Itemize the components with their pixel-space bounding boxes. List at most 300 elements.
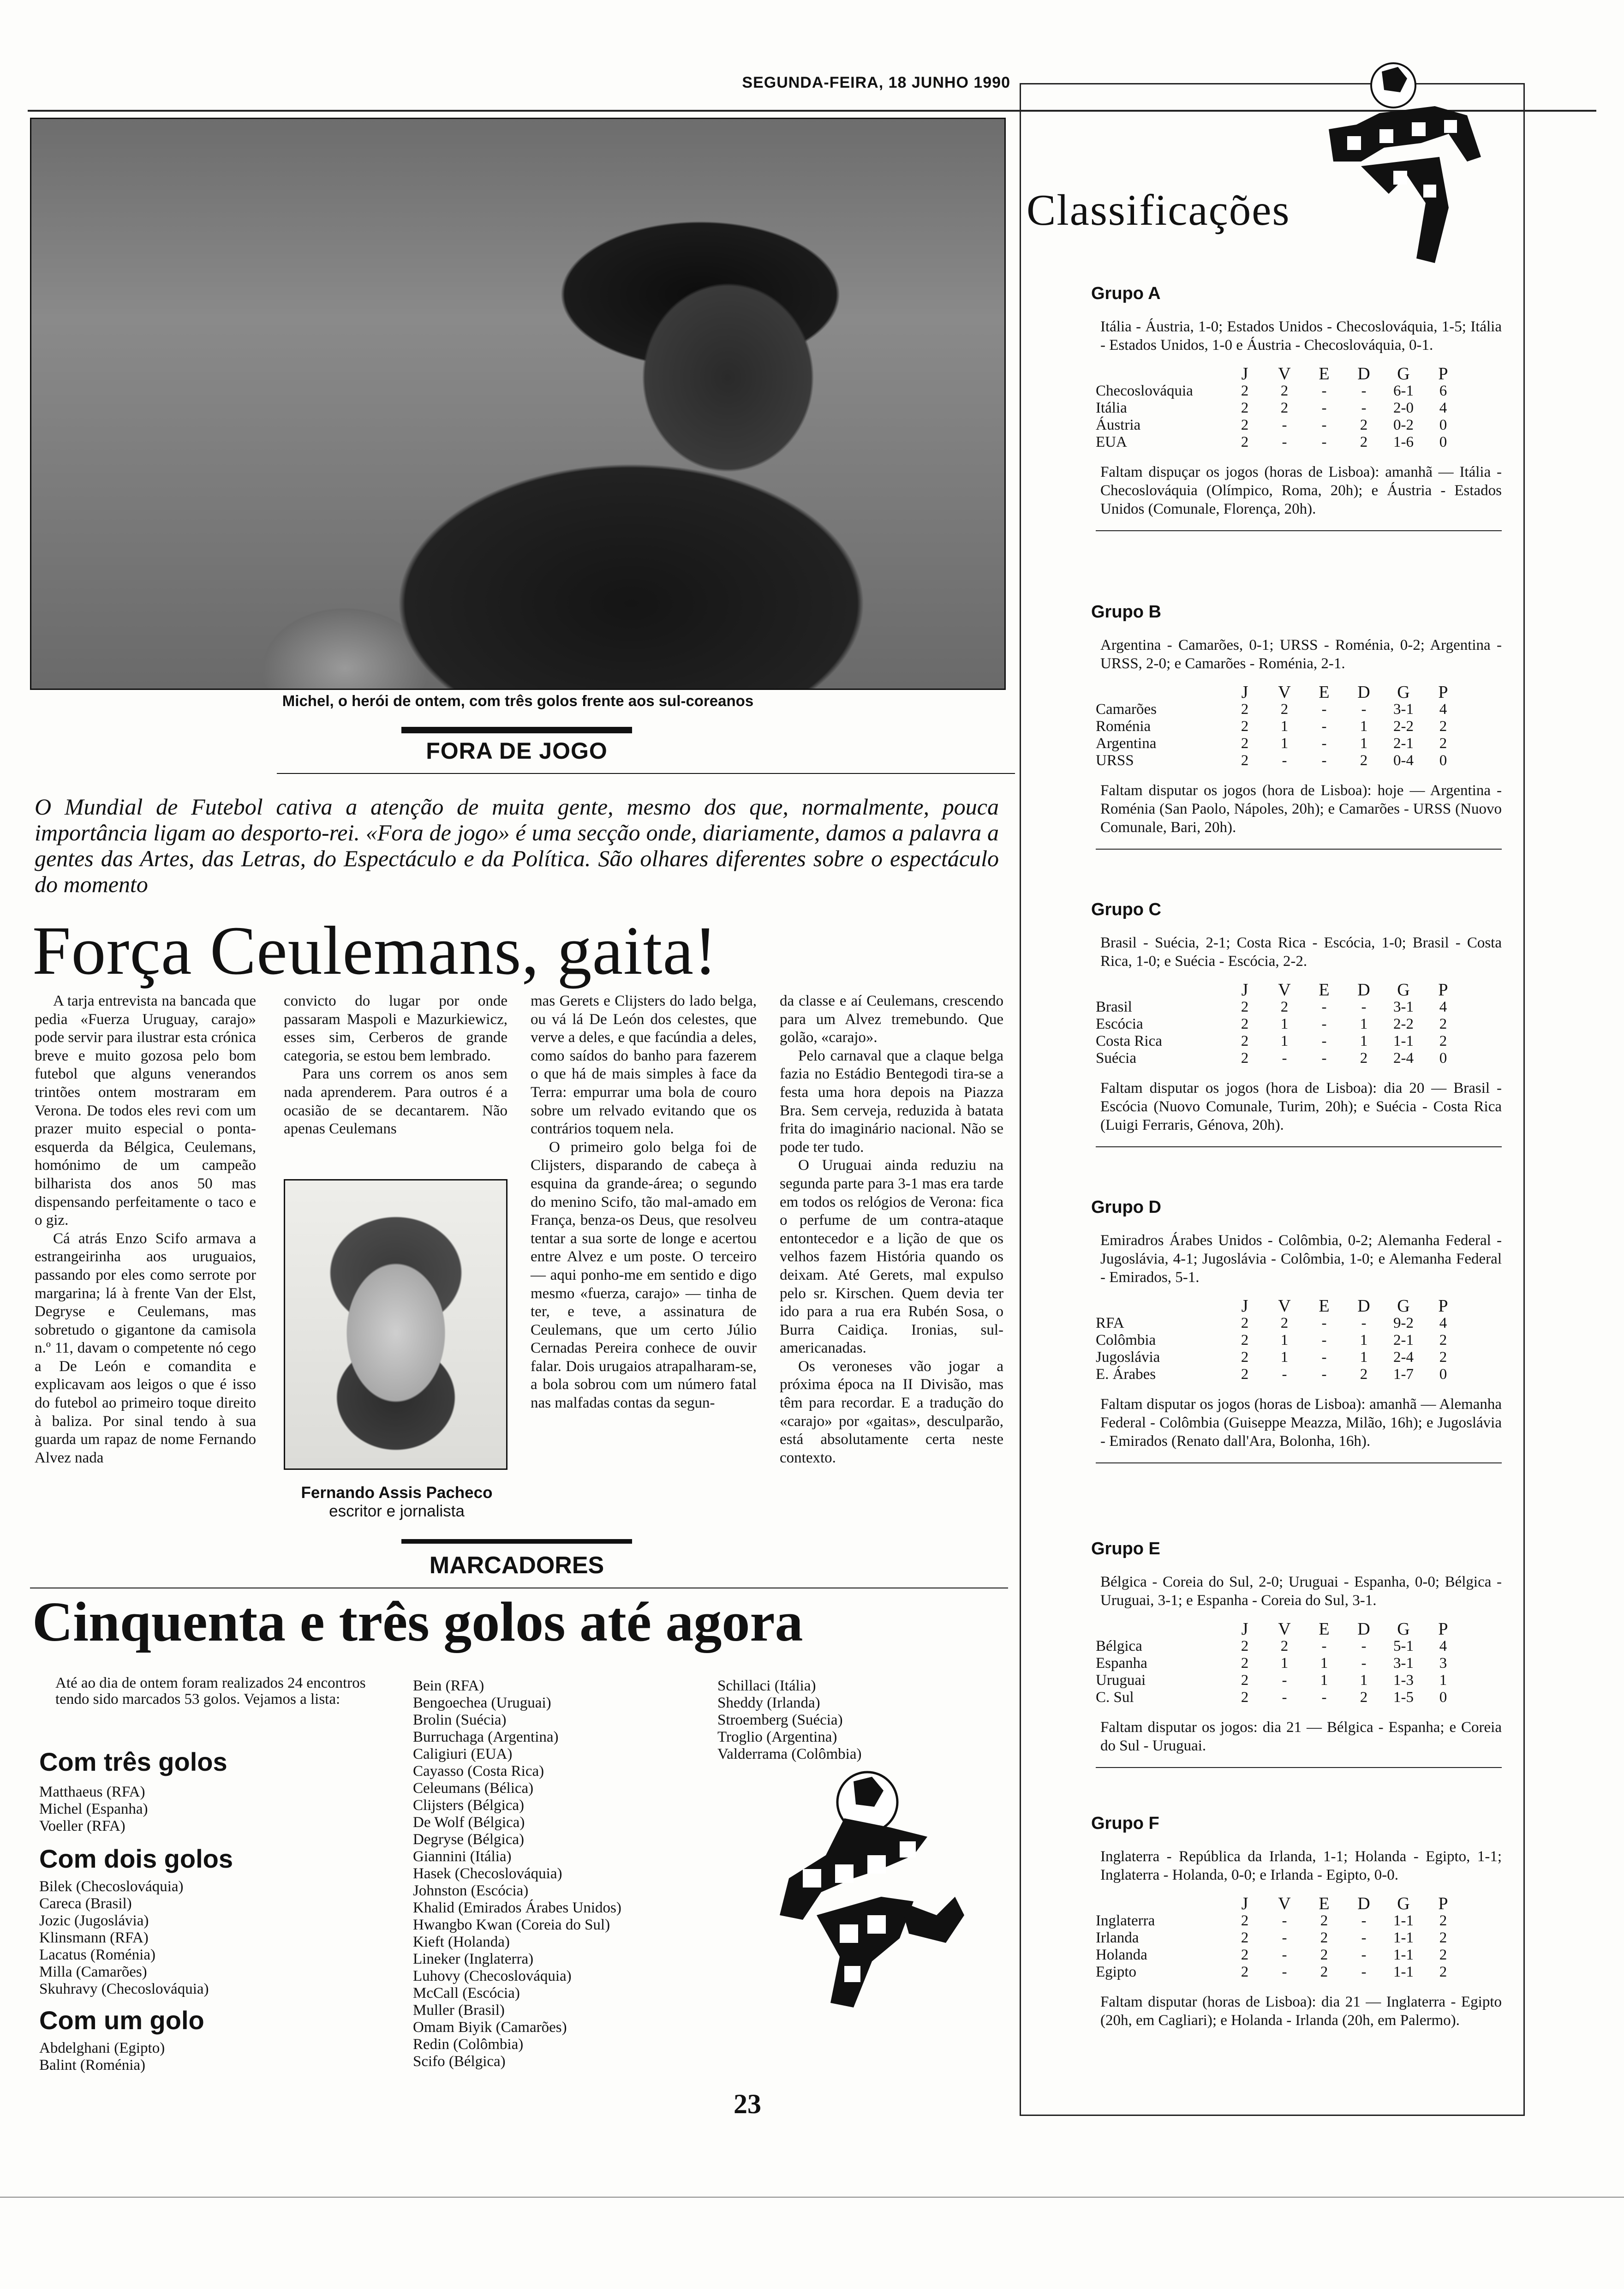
page-number: 23 (734, 2089, 761, 2119)
stat-cell: - (1282, 1366, 1287, 1383)
three-goals-list (39, 1784, 148, 1835)
stat-cell: 4 (1439, 1638, 1447, 1654)
stat-cell: 0 (1439, 1050, 1447, 1067)
stat-cell: 1 (1280, 1655, 1289, 1672)
one-goal-title: Com um golo (39, 2006, 204, 2035)
scorer-item: Schillaci (Itália) (717, 1678, 816, 1694)
scorer-item: Brolin (Suécia) (413, 1712, 507, 1728)
stat-cell: - (1282, 1912, 1287, 1929)
stat-cell: 1 (1360, 1016, 1368, 1032)
two-goals-title: Com dois golos (39, 1844, 233, 1873)
stat-cell: 0 (1439, 1366, 1447, 1383)
column-header: V (1278, 1296, 1291, 1316)
column-header: E (1319, 1619, 1330, 1639)
scorer-item: Abdelghani (Egipto) (39, 2040, 165, 2056)
group-title: Grupo B (1091, 602, 1161, 622)
standings-table (1096, 366, 1463, 451)
stat-cell: 2 (1241, 701, 1249, 718)
stat-cell: 2 (1439, 1033, 1447, 1049)
stat-cell: 6 (1439, 383, 1447, 399)
stat-cell: 4 (1439, 1315, 1447, 1331)
stat-cell: 2 (1439, 735, 1447, 752)
stat-cell: 0 (1439, 434, 1447, 450)
section-intro: O Mundial de Futebol cativa a atenção de muita gente, mesmo dos que, normalmente, pouca importância ligam ao desporto-rei. «Fora de jogo» é uma secção onde, diariamente, damos a palavra a gentes das Artes, das Letras, do Espectáculo e da Política. São olhares diferentes sobre o espectáculo do momento (35, 794, 999, 897)
article-column-1 (35, 992, 256, 1467)
scorer-item: Burruchaga (Argentina) (413, 1729, 559, 1745)
stat-cell: - (1282, 1964, 1287, 1980)
group-divider (1096, 1462, 1502, 1463)
stat-cell: - (1321, 1315, 1327, 1331)
stat-cell: - (1321, 735, 1327, 752)
table-row (1096, 735, 1463, 752)
table-row (1096, 701, 1463, 718)
group-title: Grupo E (1091, 1539, 1160, 1558)
standings-table (1096, 1621, 1463, 1706)
one-goal-list-b (413, 1678, 621, 2070)
main-photo (30, 118, 1006, 690)
scorer-item: Careca (Brasil) (39, 1895, 132, 1912)
stat-cell: 2 (1241, 752, 1249, 769)
scorer-item: Bein (RFA) (413, 1678, 484, 1694)
scorer-item: Scifo (Bélgica) (413, 2053, 506, 2070)
stat-cell: - (1361, 1929, 1367, 1946)
standings-table (1096, 1298, 1463, 1383)
stat-cell: - (1282, 1672, 1287, 1689)
standings-title: Classificações (1027, 186, 1290, 234)
column-header: P (1438, 1296, 1448, 1316)
stat-cell: 4 (1439, 400, 1447, 416)
scorer-item: Caligiuri (EUA) (413, 1746, 513, 1762)
stat-cell: 1-1 (1393, 1912, 1414, 1929)
stat-cell: 2 (1320, 1912, 1328, 1929)
stat-cell: - (1282, 752, 1287, 769)
scorer-item: Khalid (Emirados Árabes Unidos) (413, 1900, 621, 1916)
scorer-item: Johnston (Escócia) (413, 1882, 529, 1899)
three-goals-title: Com três golos (39, 1747, 227, 1776)
table-row (1096, 1638, 1463, 1655)
article-paragraph: convicto do lugar por onde passaram Maspoli e Mazurkiewicz, esses sim, Cerberos de grande categoria, se estou bem lembrado. (284, 993, 508, 1064)
group-pending-games: Faltam disputar (horas de Lisboa): dia 21 — Inglaterra - Egipto (20h, em Cagliari); e Holanda - Irlanda (20h, em Palermo). (1100, 1994, 1502, 2029)
stat-cell: 2 (1439, 1349, 1447, 1366)
stat-cell: 2 (1241, 400, 1249, 416)
table-row (1096, 1655, 1463, 1672)
group-divider (1096, 1146, 1502, 1147)
column-header: D (1357, 683, 1370, 702)
standings-table (1096, 1895, 1463, 1981)
stat-cell: 2 (1241, 383, 1249, 399)
stat-cell: - (1321, 1016, 1327, 1032)
group-pending-games: Faltam disputar os jogos (hora de Lisboa): dia 20 — Brasil - Escócia (Nuovo Comunale, Turim, 20h); e Suécia - Costa Rica (Luigi Ferraris, Génova, 20h). (1100, 1080, 1502, 1133)
stat-cell: 2 (1241, 434, 1249, 450)
stat-cell: 0-2 (1393, 417, 1414, 433)
group-f (1027, 1814, 1520, 2030)
stat-cell: - (1321, 1689, 1327, 1706)
stat-cell: 2 (1241, 1349, 1249, 1366)
author-name: Fernando Assis Pacheco (301, 1484, 493, 1502)
group-pending-games: Faltam dispuçar os jogos (horas de Lisboa): amanhã — Itália - Checoslováquia (Olímpico, Roma, 20h); e Áustria - Estados Unidos (Comunale, Florença, 20h). (1100, 464, 1502, 517)
team-name: Costa Rica (1096, 1033, 1162, 1049)
scorer-item: Redin (Colômbia) (413, 2036, 524, 2053)
table-row (1096, 1349, 1463, 1366)
stat-cell: - (1321, 752, 1327, 769)
table-row (1096, 1315, 1463, 1332)
article-paragraph: da classe e aí Ceulemans, crescendo para um Alvez tremebundo. Que golão, «carajo». (780, 993, 1003, 1046)
table-row (1096, 718, 1463, 735)
scorer-item: Bilek (Checoslováquia) (39, 1878, 184, 1895)
column-header: D (1357, 980, 1370, 1000)
stat-cell: 4 (1439, 701, 1447, 718)
stat-cell: 1-5 (1393, 1689, 1414, 1706)
dateline: SEGUNDA-FEIRA, 18 JUNHO 1990 (742, 74, 1010, 91)
team-name: Espanha (1096, 1655, 1147, 1672)
stat-cell: 1-1 (1393, 1033, 1414, 1049)
table-row (1096, 1016, 1463, 1033)
article-paragraph: O Uruguai ainda reduziu na segunda parte para 3-1 mas era tarde em todos os relógios de Verona: fica o perfume de um contra-ataque entontecedor e a lição de que os velhos fazem História quando os deixam. Até Gerets, mal expulso pelo sr. Kirschen. Quem devia ter ido para a rua era Rubén Sosa, o Burra Caidiça. Ironias, sul-americanadas. (780, 1157, 1003, 1357)
scorer-item: Balint (Roménia) (39, 2057, 146, 2073)
scorer-item: Lacatus (Roménia) (39, 1947, 155, 1963)
stat-cell: 2 (1439, 1929, 1447, 1946)
group-c (1027, 900, 1520, 1147)
column-header: J (1241, 364, 1248, 383)
team-name: Colômbia (1096, 1332, 1156, 1348)
marcadores-headline: Cinquenta e três golos até agora (32, 1591, 803, 1653)
stat-cell: 1 (1360, 1332, 1368, 1348)
stat-cell: 2 (1439, 1947, 1447, 1963)
scorer-item: Hwangbo Kwan (Coreia do Sul) (413, 1917, 610, 1933)
stat-cell: 3-1 (1393, 1655, 1414, 1672)
stat-cell: 2 (1241, 1929, 1249, 1946)
stat-cell: - (1361, 999, 1367, 1015)
stat-cell: 2 (1241, 718, 1249, 735)
column-header: J (1241, 683, 1248, 702)
stat-cell: 2 (1241, 1315, 1249, 1331)
group-title: Grupo F (1091, 1814, 1159, 1833)
team-name: Bélgica (1096, 1638, 1142, 1654)
team-name: Camarões (1096, 701, 1157, 718)
column-header: J (1241, 1619, 1248, 1639)
stat-cell: - (1321, 1332, 1327, 1348)
stat-cell: 1 (1360, 1672, 1368, 1689)
stat-cell: - (1361, 1315, 1367, 1331)
article-paragraph: Os veroneses vão jogar a próxima época na II Divisão, mas têm para recordar. E a tradução do «carajo» por «gaitas», desculparão, está absolutamente certa neste contexto. (780, 1358, 1003, 1466)
stat-cell: - (1361, 383, 1367, 399)
group-divider (1096, 849, 1502, 850)
stat-cell: 2 (1360, 434, 1368, 450)
stat-cell: 1 (1280, 1349, 1289, 1366)
stat-cell: 2 (1439, 1912, 1447, 1929)
scorer-item: Sheddy (Irlanda) (717, 1695, 820, 1711)
article-paragraph: A tarja entrevista na bancada que pedia «Fuerza Uruguay, carajo» pode servir para ilustrar esta crónica breve e muito gozosa pelo bom futebol que alguns venerandos trintões ontem mostraram em Verona. De todos eles revi com um prazer muito especial o ponta-esquerda da Bélgica, Ceulemans, homónimo de um campeão bilharista dos anos 50 mas dispensando perfeitamente o taco e o giz. (35, 993, 256, 1229)
stat-cell: 1-1 (1393, 1964, 1414, 1980)
group-pending-games: Faltam disputar os jogos: dia 21 — Bélgica - Espanha; e Coreia do Sul - Uruguai. (1100, 1719, 1502, 1754)
table-row (1096, 1672, 1463, 1689)
table-row (1096, 1050, 1463, 1067)
stat-cell: 5-1 (1393, 1638, 1414, 1654)
group-divider (1096, 530, 1502, 531)
photo-caption: Michel, o herói de ontem, com três golos frente aos sul-coreanos (282, 692, 754, 709)
stat-cell: - (1361, 1912, 1367, 1929)
scorer-item: Klinsmann (RFA) (39, 1929, 149, 1946)
stat-cell: 1 (1320, 1655, 1328, 1672)
stat-cell: - (1282, 1929, 1287, 1946)
table-row (1096, 383, 1463, 400)
stat-cell: 2 (1320, 1964, 1328, 1980)
author-role: escritor e jornalista (329, 1502, 465, 1520)
stat-cell: 2 (1360, 752, 1368, 769)
stat-cell: 3-1 (1393, 701, 1414, 718)
stat-cell: - (1361, 1655, 1367, 1672)
scorer-item: Degryse (Bélgica) (413, 1831, 524, 1848)
scorer-item: Omam Biyik (Camarões) (413, 2019, 567, 2036)
table-row (1096, 400, 1463, 417)
stat-cell: 1 (1280, 1033, 1289, 1049)
stat-cell: 2 (1280, 1638, 1289, 1654)
scorer-item: Troglio (Argentina) (717, 1729, 837, 1745)
stat-cell: - (1361, 1964, 1367, 1980)
column-header: G (1397, 1894, 1410, 1913)
table-row (1096, 1912, 1463, 1929)
team-name: Uruguai (1096, 1672, 1146, 1689)
article-headline: Força Ceulemans, gaita! (32, 912, 717, 989)
stat-cell: 4 (1439, 999, 1447, 1015)
stat-cell: 2 (1280, 400, 1289, 416)
stat-cell: 2 (1360, 1050, 1368, 1067)
team-name: URSS (1096, 752, 1134, 769)
group-results: Argentina - Camarões, 0-1; URSS - Roménia, 0-2; Argentina - URSS, 2-0; e Camarões - Roménia, 2-1. (1100, 637, 1502, 672)
stat-cell: 2 (1241, 1689, 1249, 1706)
stat-cell: 2 (1280, 383, 1289, 399)
column-header: P (1438, 980, 1448, 1000)
group-title: Grupo C (1091, 900, 1161, 919)
two-goals-list (39, 1878, 209, 1998)
one-goal-list-c (717, 1678, 861, 1763)
stat-cell: - (1361, 400, 1367, 416)
group-pending-games: Faltam disputar os jogos (hora de Lisboa): hoje — Argentina - Roménia (San Paolo, Nápoles, 20h); e Camarões - URSS (Nuovo Comunale, Bari, 20h). (1100, 782, 1502, 836)
stat-cell: 2-1 (1393, 735, 1414, 752)
bottom-rule (0, 2197, 1624, 2198)
article-column-3 (531, 992, 757, 1413)
column-header: P (1438, 1894, 1448, 1913)
column-header: J (1241, 980, 1248, 1000)
column-header: G (1397, 1296, 1410, 1316)
stat-cell: 1 (1280, 735, 1289, 752)
scorer-item: Jozic (Jugoslávia) (39, 1912, 149, 1929)
column-header: V (1278, 683, 1291, 702)
team-name: Argentina (1096, 735, 1157, 752)
stat-cell: - (1321, 417, 1327, 433)
stat-cell: 2 (1439, 1964, 1447, 1980)
scorer-item: Luhovy (Checoslováquia) (413, 1968, 572, 1984)
stat-cell: - (1361, 1947, 1367, 1963)
stat-cell: - (1361, 701, 1367, 718)
scorer-item: Matthaeus (RFA) (39, 1784, 145, 1800)
table-row (1096, 999, 1463, 1016)
team-name: Inglaterra (1096, 1912, 1155, 1929)
stat-cell: 2 (1280, 701, 1289, 718)
column-header: V (1278, 1894, 1291, 1913)
one-goal-list-a (39, 2040, 165, 2074)
article-column-2 (284, 992, 508, 1139)
author-caption (277, 1484, 517, 1521)
team-name: Áustria (1096, 417, 1141, 433)
team-name: RFA (1096, 1315, 1124, 1331)
marcadores-bar (401, 1539, 632, 1544)
group-a (1027, 284, 1520, 531)
stat-cell: 1 (1280, 1332, 1289, 1348)
scorer-item: Hasek (Checoslováquia) (413, 1865, 562, 1882)
stat-cell: 2 (1439, 1332, 1447, 1348)
stat-cell: - (1321, 1366, 1327, 1383)
team-name: E. Árabes (1096, 1366, 1156, 1383)
column-header: J (1241, 1894, 1248, 1913)
scorer-item: Milla (Camarões) (39, 1964, 147, 1980)
stat-cell: 1-1 (1393, 1947, 1414, 1963)
column-header: G (1397, 683, 1410, 702)
table-row (1096, 417, 1463, 434)
scorer-item: Kieft (Holanda) (413, 1934, 510, 1950)
column-header: D (1357, 1296, 1370, 1316)
column-header: G (1397, 364, 1410, 383)
team-name: Egipto (1096, 1964, 1136, 1980)
column-header: V (1278, 1619, 1291, 1639)
stat-cell: 2 (1241, 1912, 1249, 1929)
team-name: EUA (1096, 434, 1127, 450)
stat-cell: 2 (1241, 1947, 1249, 1963)
stat-cell: 2 (1241, 1016, 1249, 1032)
stat-cell: 2 (1241, 999, 1249, 1015)
stat-cell: - (1321, 1050, 1327, 1067)
scorer-item: McCall (Escócia) (413, 1985, 520, 2001)
stat-cell: 1-6 (1393, 434, 1414, 450)
stat-cell: 2 (1241, 1332, 1249, 1348)
stat-cell: 1 (1360, 718, 1368, 735)
author-portrait (284, 1179, 508, 1470)
stat-cell: 2 (1241, 735, 1249, 752)
stat-cell: - (1321, 701, 1327, 718)
stat-cell: 9-2 (1393, 1315, 1414, 1331)
column-header: D (1357, 1619, 1370, 1639)
scorer-item: Bengoechea (Uruguai) (413, 1695, 551, 1711)
stat-cell: 2-0 (1393, 400, 1414, 416)
mascot-illustration (761, 1763, 992, 2049)
stat-cell: - (1282, 1050, 1287, 1067)
column-header: E (1319, 364, 1330, 383)
scorer-item: Michel (Espanha) (39, 1801, 148, 1817)
stat-cell: - (1282, 1689, 1287, 1706)
stat-cell: - (1282, 417, 1287, 433)
section-title: FORA DE JOGO (426, 738, 608, 764)
column-header: P (1438, 683, 1448, 702)
group-divider (1096, 1767, 1502, 1768)
column-header: G (1397, 1619, 1410, 1639)
marcadores-intro: Até ao dia de ontem foram realizados 24 encontros tendo sido marcados 53 golos. Vejamos a lista: (55, 1675, 366, 1708)
stat-cell: - (1321, 1349, 1327, 1366)
column-header: E (1319, 1296, 1330, 1316)
stat-cell: 1 (1320, 1672, 1328, 1689)
team-name: Irlanda (1096, 1929, 1139, 1946)
table-row (1096, 434, 1463, 451)
group-title: Grupo A (1091, 284, 1161, 303)
stat-cell: 0 (1439, 417, 1447, 433)
scorer-item: Valderrama (Colômbia) (717, 1746, 862, 1762)
stat-cell: 2 (1241, 1638, 1249, 1654)
standings-table (1096, 982, 1463, 1067)
stat-cell: 1 (1360, 1033, 1368, 1049)
table-row (1096, 752, 1463, 769)
stat-cell: 2 (1241, 1672, 1249, 1689)
column-header: P (1438, 1619, 1448, 1639)
stat-cell: 3 (1439, 1655, 1447, 1672)
stat-cell: 2 (1241, 1655, 1249, 1672)
scorer-item: Cayasso (Costa Rica) (413, 1763, 544, 1780)
stat-cell: - (1282, 434, 1287, 450)
stat-cell: 2-2 (1393, 1016, 1414, 1032)
group-results: Bélgica - Coreia do Sul, 2-0; Uruguai - Espanha, 0-0; Bélgica - Uruguai, 3-1; e Espanha - Coreia do Sul, 3-1. (1100, 1574, 1502, 1609)
table-row (1096, 1366, 1463, 1383)
scorer-item: De Wolf (Bélgica) (413, 1814, 525, 1831)
marcadores-title: MARCADORES (429, 1552, 604, 1579)
stat-cell: 2 (1241, 1050, 1249, 1067)
team-name: Checoslováquia (1096, 383, 1193, 399)
section-bar (401, 727, 632, 733)
table-row (1096, 1947, 1463, 1964)
article-paragraph: Para uns correm os anos sem nada aprenderem. Para outros é a ocasião de se decantarem. Não apenas Ceulemans (284, 1066, 508, 1138)
team-name: Suécia (1096, 1050, 1136, 1067)
group-title: Grupo D (1091, 1198, 1161, 1217)
stat-cell: - (1282, 1947, 1287, 1963)
column-header: G (1397, 980, 1410, 1000)
stat-cell: 2 (1241, 1366, 1249, 1383)
team-name: Brasil (1096, 999, 1132, 1015)
team-name: Roménia (1096, 718, 1151, 735)
column-header: E (1319, 683, 1330, 702)
column-header: E (1319, 1894, 1330, 1913)
stat-cell: 2 (1241, 417, 1249, 433)
group-results: Emiradros Árabes Unidos - Colômbia, 0-2; Alemanha Federal - Jugoslávia, 4-1; Jugoslávia - Colômbia, 1-0; e Alemanha Federal - Emirados, 5-1. (1100, 1232, 1502, 1286)
stat-cell: 1-3 (1393, 1672, 1414, 1689)
stat-cell: 2 (1360, 1689, 1368, 1706)
article-column-4 (780, 992, 1003, 1467)
stat-cell: 2 (1320, 1947, 1328, 1963)
article-paragraph: Pelo carnaval que a claque belga fazia no Estádio Bentegodi tira-se a festa uma hora depois na Piazza Bra. Sem cerveja, reduzida à batata frita do imaginário nacional. Não se pode ter tudo. (780, 1047, 1003, 1156)
table-row (1096, 1332, 1463, 1349)
group-results: Inglaterra - República da Irlanda, 1-1; Holanda - Egipto, 1-1; Inglaterra - Holanda, 0-0; e Irlanda - Egipto, 0-0. (1100, 1848, 1502, 1883)
group-pending-games: Faltam disputar os jogos (horas de Lisboa): amanhã — Alemanha Federal - Colômbia (Guiseppe Meazza, Milão, 16h); e Jugoslávia - Emirados (Renato dall'Ara, Bolonha, 16h). (1100, 1396, 1502, 1450)
stat-cell: - (1361, 1638, 1367, 1654)
stat-cell: - (1321, 718, 1327, 735)
stat-cell: 2 (1439, 1016, 1447, 1032)
team-name: C. Sul (1096, 1689, 1134, 1706)
team-name: Holanda (1096, 1947, 1147, 1963)
mascot-icon (1329, 55, 1495, 277)
article-paragraph: Cá atrás Enzo Scifo armava a estrangeirinha aos uruguaios, passando por eles como serrote por margarina; lá à frente Van der Elst, Degryse e Ceulemans, mas sobretudo o gigantone da camisola n.º 11, davam o competente nó cego a De León e comandita e explicavam aos leigos o que é isso do futebol ao primeiro toque direito à baliza. Por sinal tendo à sua guarda um rapaz de nome Fernando Alvez nada (35, 1230, 256, 1466)
standings-table (1096, 684, 1463, 769)
stat-cell: - (1321, 383, 1327, 399)
column-header: E (1319, 980, 1330, 1000)
group-e (1027, 1539, 1520, 1768)
stat-cell: 2-1 (1393, 1332, 1414, 1348)
column-header: D (1357, 364, 1370, 383)
stat-cell: 1 (1439, 1672, 1447, 1689)
group-results: Itália - Áustria, 1-0; Estados Unidos - Checoslováquia, 1-5; Itália - Estados Unidos, 1-0 e Áustria - Checoslováquia, 0-1. (1100, 318, 1502, 354)
stat-cell: - (1321, 999, 1327, 1015)
team-name: Itália (1096, 400, 1127, 416)
stat-cell: 2-4 (1393, 1349, 1414, 1366)
stat-cell: - (1321, 400, 1327, 416)
column-header: D (1357, 1894, 1370, 1913)
team-name: Jugoslávia (1096, 1349, 1160, 1366)
stat-cell: 2 (1280, 999, 1289, 1015)
